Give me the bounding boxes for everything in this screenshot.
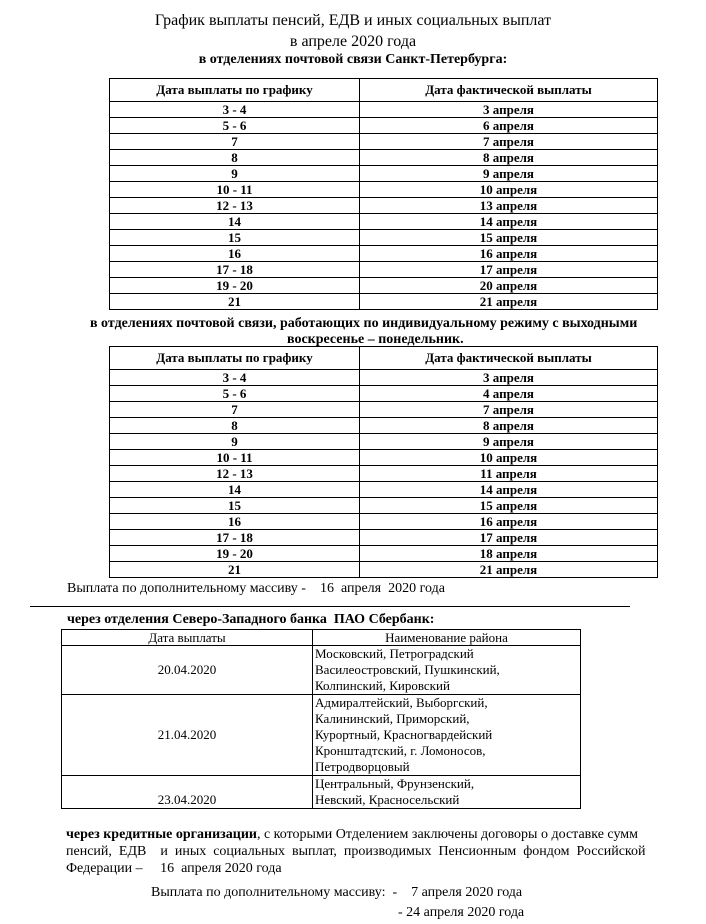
schedule-date-cell: 9 bbox=[110, 434, 360, 450]
actual-date-cell: 17 апреля bbox=[360, 262, 658, 278]
table-header: Наименование района bbox=[313, 630, 581, 646]
table-row bbox=[110, 182, 658, 198]
table-row bbox=[110, 246, 658, 262]
table-row bbox=[110, 294, 658, 310]
schedule-date-cell: 19 - 20 bbox=[110, 278, 360, 294]
table-row bbox=[110, 562, 658, 578]
actual-date-cell: 8 апреля bbox=[360, 418, 658, 434]
table-row bbox=[110, 402, 658, 418]
sber-heading: через отделения Северо-Западного банка ПАО Сбербанк: bbox=[67, 612, 435, 627]
table-row bbox=[110, 118, 658, 134]
actual-date-cell: 9 апреля bbox=[360, 166, 658, 182]
table-row bbox=[110, 498, 658, 514]
schedule-date-cell: 8 bbox=[110, 418, 360, 434]
table-row bbox=[110, 150, 658, 166]
district-line: Колпинский, Кировский bbox=[315, 678, 450, 693]
schedule-date-cell: 14 bbox=[110, 482, 360, 498]
schedule-date-cell: 10 - 11 bbox=[110, 182, 360, 198]
section-title-post: в отделениях почтовой связи Санкт-Петербурга: bbox=[198, 52, 508, 67]
schedule-date-cell: 3 - 4 bbox=[110, 102, 360, 118]
schedule-date-cell: 17 - 18 bbox=[110, 530, 360, 546]
table-row bbox=[110, 434, 658, 450]
actual-date-cell: 14 апреля bbox=[360, 482, 658, 498]
schedule-date-cell: 7 bbox=[110, 402, 360, 418]
table-row bbox=[110, 530, 658, 546]
district-line: Центральный, Фрунзенский, bbox=[315, 776, 475, 791]
actual-date-cell: 18 апреля bbox=[360, 546, 658, 562]
schedule-date-cell: 16 bbox=[110, 514, 360, 530]
district-line: Московский, Петроградский bbox=[315, 646, 474, 661]
actual-date-cell: 8 апреля bbox=[360, 150, 658, 166]
actual-date-cell: 7 апреля bbox=[360, 402, 658, 418]
actual-date-cell: 4 апреля bbox=[360, 386, 658, 402]
actual-date-cell: 20 апреля bbox=[360, 278, 658, 294]
district-line: Петродворцовый bbox=[315, 759, 410, 774]
individual-schedule-table bbox=[109, 346, 658, 578]
page-title: График выплаты пенсий, ЕДВ и иных социальных выплат bbox=[154, 12, 552, 29]
credit-line1: , с которыми Отделением заключены договоры о доставке сумм bbox=[256, 827, 638, 842]
schedule-date-cell: 3 - 4 bbox=[110, 370, 360, 386]
table-row bbox=[110, 214, 658, 230]
credit-line3: Федерации – 16 апреля 2020 года bbox=[66, 861, 282, 876]
table-row bbox=[110, 262, 658, 278]
schedule-date-cell: 15 bbox=[110, 498, 360, 514]
table-row bbox=[110, 466, 658, 482]
district-line: Курортный, Красногвардейский bbox=[315, 727, 493, 742]
schedule-date-cell: 17 - 18 bbox=[110, 262, 360, 278]
schedule-date-cell: 15 bbox=[110, 230, 360, 246]
credit-line2: пенсий, ЕДВ и иных социальных выплат, производимых Пенсионным фондом Российской bbox=[66, 844, 646, 859]
table-row bbox=[110, 370, 658, 386]
sber-table bbox=[61, 629, 581, 809]
post-schedule-table bbox=[109, 78, 658, 310]
actual-date-cell: 21 апреля bbox=[360, 562, 658, 578]
schedule-date-cell: 14 bbox=[110, 214, 360, 230]
actual-date-cell: 14 апреля bbox=[360, 214, 658, 230]
table-row bbox=[110, 546, 658, 562]
schedule-date-cell: 5 - 6 bbox=[110, 386, 360, 402]
payment-date-cell: 21.04.2020 bbox=[62, 695, 313, 776]
schedule-date-cell: 10 - 11 bbox=[110, 450, 360, 466]
actual-date-cell: 21 апреля bbox=[360, 294, 658, 310]
district-line: Василеостровский, Пушкинский, bbox=[315, 662, 500, 677]
credit-paragraph bbox=[66, 826, 682, 877]
actual-date-cell: 15 апреля bbox=[360, 230, 658, 246]
table-row bbox=[62, 646, 581, 695]
actual-date-cell: 15 апреля bbox=[360, 498, 658, 514]
table-row bbox=[110, 102, 658, 118]
schedule-date-cell: 21 bbox=[110, 294, 360, 310]
actual-date-cell: 11 апреля bbox=[360, 466, 658, 482]
table-header: Дата выплаты по графику bbox=[110, 79, 360, 102]
actual-date-cell: 3 апреля bbox=[360, 102, 658, 118]
actual-date-cell: 16 апреля bbox=[360, 246, 658, 262]
extra-payment-line2: - 24 апреля 2020 года bbox=[398, 905, 525, 920]
table-row bbox=[110, 482, 658, 498]
table-header: Дата фактической выплаты bbox=[360, 347, 658, 370]
actual-date-cell: 13 апреля bbox=[360, 198, 658, 214]
district-line: Кронштадтский, г. Ломоносов, bbox=[315, 743, 486, 758]
schedule-date-cell: 12 - 13 bbox=[110, 198, 360, 214]
schedule-date-cell: 5 - 6 bbox=[110, 118, 360, 134]
table-row bbox=[110, 418, 658, 434]
schedule-date-cell: 7 bbox=[110, 134, 360, 150]
actual-date-cell: 10 апреля bbox=[360, 182, 658, 198]
actual-date-cell: 16 апреля bbox=[360, 514, 658, 530]
table-row bbox=[110, 278, 658, 294]
divider bbox=[30, 606, 630, 607]
page-subtitle-date: в апреле 2020 года bbox=[289, 33, 417, 50]
table-row bbox=[62, 776, 581, 809]
section-title-individual: в отделениях почтовой связи, работающих по индивидуальному режиму с выходными bbox=[90, 316, 638, 331]
actual-date-cell: 3 апреля bbox=[360, 370, 658, 386]
district-line: Невский, Красносельский bbox=[315, 792, 460, 807]
table-header: Дата фактической выплаты bbox=[360, 79, 658, 102]
district-cell bbox=[313, 646, 581, 695]
district-line: Калининский, Приморский, bbox=[315, 711, 470, 726]
schedule-date-cell: 19 - 20 bbox=[110, 546, 360, 562]
actual-date-cell: 10 апреля bbox=[360, 450, 658, 466]
table-row bbox=[110, 450, 658, 466]
extra-payment-line1: Выплата по дополнительному массиву: - 7 апреля 2020 года bbox=[151, 885, 523, 900]
actual-date-cell: 7 апреля bbox=[360, 134, 658, 150]
actual-date-cell: 17 апреля bbox=[360, 530, 658, 546]
table-row bbox=[110, 134, 658, 150]
table-header: Дата выплаты по графику bbox=[110, 347, 360, 370]
district-line: Адмиралтейский, Выборгский, bbox=[315, 695, 488, 710]
district-cell bbox=[313, 695, 581, 776]
section-title-individual-cont: воскресенье – понедельник. bbox=[287, 332, 464, 347]
payment-date-cell: 20.04.2020 bbox=[62, 646, 313, 695]
district-cell bbox=[313, 776, 581, 809]
table-row bbox=[110, 198, 658, 214]
schedule-date-cell: 21 bbox=[110, 562, 360, 578]
schedule-date-cell: 16 bbox=[110, 246, 360, 262]
table-row bbox=[110, 514, 658, 530]
schedule-date-cell: 12 - 13 bbox=[110, 466, 360, 482]
actual-date-cell: 6 апреля bbox=[360, 118, 658, 134]
extra-payment-note: Выплата по дополнительному массиву - 16 апреля 2020 года bbox=[67, 581, 445, 596]
table-row bbox=[110, 386, 658, 402]
table-row bbox=[62, 695, 581, 776]
schedule-date-cell: 9 bbox=[110, 166, 360, 182]
table-row bbox=[110, 166, 658, 182]
table-header: Дата выплаты bbox=[62, 630, 313, 646]
credit-bold: через кредитные организации bbox=[66, 827, 257, 842]
payment-date-cell: 23.04.2020 bbox=[62, 776, 313, 809]
table-row bbox=[110, 230, 658, 246]
actual-date-cell: 9 апреля bbox=[360, 434, 658, 450]
schedule-date-cell: 8 bbox=[110, 150, 360, 166]
